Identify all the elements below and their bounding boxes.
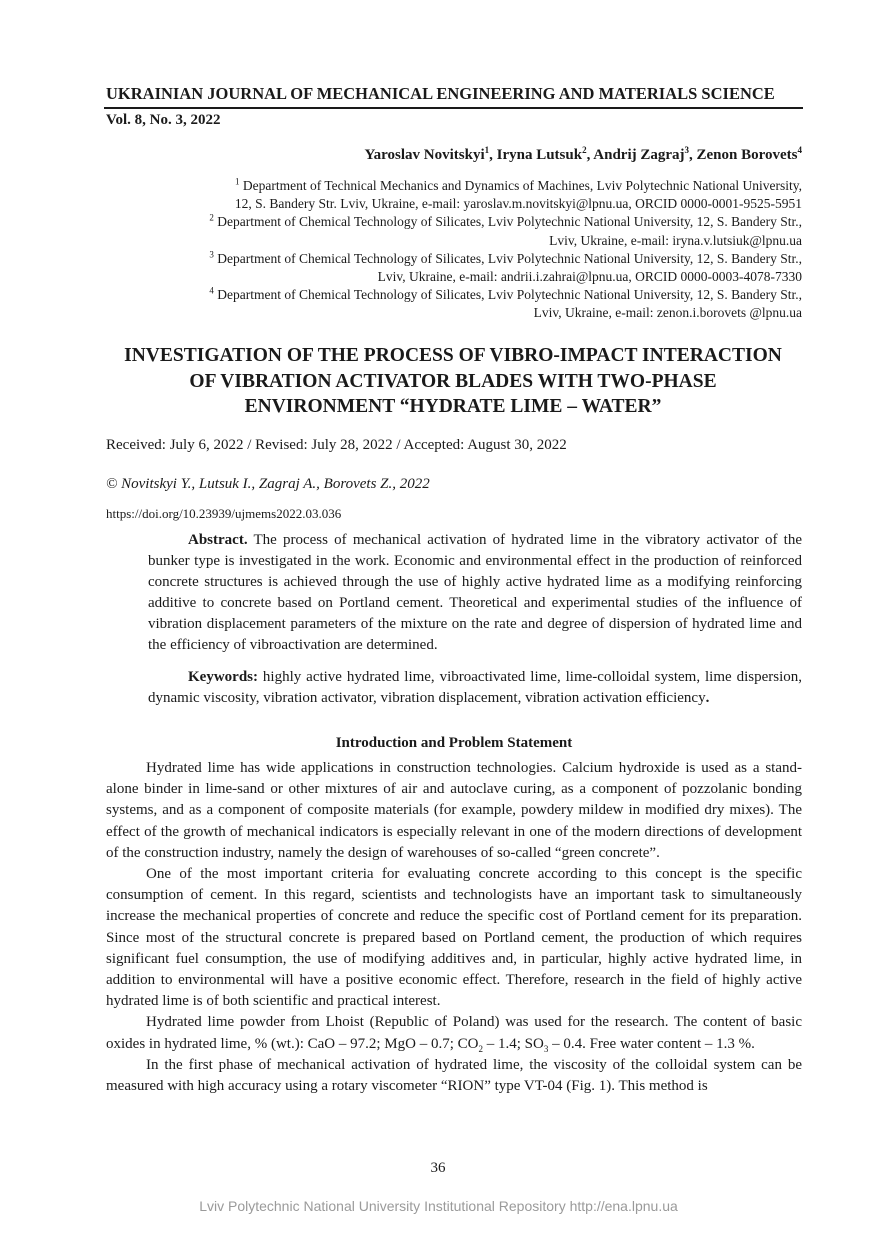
author-sup: 4 bbox=[797, 145, 802, 155]
affiliation-sup: 2 bbox=[209, 212, 214, 223]
page-number: 36 bbox=[430, 1160, 446, 1176]
affiliation-sup: 4 bbox=[209, 285, 214, 296]
title-line: INVESTIGATION OF THE PROCESS OF VIBRO-IMPACT INTERACTION bbox=[124, 345, 782, 366]
paragraph-part: – 0.4. Free water content – 1.3 %. bbox=[548, 1035, 755, 1052]
affiliation bbox=[140, 213, 802, 231]
submission-dates: Received: July 6, 2022 / Revised: July 28, 2022 / Accepted: August 30, 2022 bbox=[106, 437, 567, 453]
affiliation bbox=[140, 232, 802, 250]
paragraph: One of the most important criteria for evaluating concrete according to this concept is the specific consumption of cement. In this regard, scientists and technologists have an important task to simultaneously increase the mechanical properties of concrete and reduce the specific cost of Portland cement for its preparation. Since most of the structural concrete is prepared based on Portland cement, the production of which requires significant fuel consumption, the use of modifying additives and, in particular, highly active hydrated lime, in addition to environmental will have a positive economic effect. Therefore, research in the field of highly active hydrated lime is of both scientific and practical interest. bbox=[106, 866, 802, 1010]
author-name: Andrij Zagraj bbox=[593, 147, 685, 163]
affiliation-line: 12, S. Bandery Str. Lviv, Ukraine, e-mail: yaroslav.m.novitskyi@lpnu.ua, ORCID 0000-0001-9525-5951 bbox=[234, 196, 802, 212]
paragraph bbox=[106, 1012, 802, 1054]
paper-title bbox=[100, 343, 806, 420]
keywords-label: Keywords: bbox=[188, 668, 258, 685]
section-heading: Introduction and Problem Statement bbox=[335, 735, 573, 751]
affiliation-line: Department of Chemical Technology of Silicates, Lviv Polytechnic National University, 12, S. Bandery Str., bbox=[217, 287, 802, 303]
affiliation bbox=[140, 286, 802, 304]
header-rule bbox=[104, 107, 803, 109]
subscript: 2 bbox=[478, 1043, 483, 1054]
paragraph: Hydrated lime has wide applications in construction technologies. Calcium hydroxide is used as a stand-alone binder in lime-sand or other mixtures of air and autoclave curing, as a component of pozzolanic bonding systems, and as a component of composite materials (for example, powdery mildew in modified dry mixes). The effect of the growth of mechanical indicators is especially relevant in one of the modern directions of development of the construction industry, namely the design of warehouses of so-called “green concrete”. bbox=[106, 760, 802, 861]
affiliations bbox=[140, 177, 802, 323]
affiliation bbox=[140, 250, 802, 268]
author-sup: 2 bbox=[582, 145, 587, 155]
title-line: ENVIRONMENT “HYDRATE LIME – WATER” bbox=[244, 396, 662, 417]
author-name: Zenon Borovets bbox=[696, 147, 798, 163]
author-sup: 3 bbox=[684, 145, 690, 155]
affiliation bbox=[140, 195, 802, 213]
volume-info: Vol. 8, No. 3, 2022 bbox=[106, 112, 221, 128]
affiliation-line: Lviv, Ukraine, e-mail: iryna.v.lutsiuk@lpnu.ua bbox=[549, 232, 802, 248]
affiliation-line: Lviv, Ukraine, e-mail: andrii.i.zahrai@lpnu.ua, ORCID 0000-0003-4078-7330 bbox=[377, 269, 802, 285]
keywords bbox=[148, 667, 802, 709]
affiliation-line: Lviv, Ukraine, e-mail: zenon.i.borovets @lpnu.ua bbox=[533, 305, 802, 321]
body-text bbox=[106, 758, 802, 1097]
keywords-end: . bbox=[705, 689, 710, 706]
affiliation-sup: 3 bbox=[209, 249, 214, 260]
subscript: 3 bbox=[543, 1043, 549, 1054]
affiliation-line: Department of Chemical Technology of Silicates, Lviv Polytechnic National University, 12, S. Bandery Str., bbox=[217, 214, 802, 230]
doi-link[interactable]: https://doi.org/10.23939/ujmems2022.03.036 bbox=[106, 506, 342, 521]
title-line: OF VIBRATION ACTIVATOR BLADES WITH TWO-PHASE bbox=[189, 370, 717, 392]
abstract-label: Abstract. bbox=[188, 532, 248, 548]
affiliation-line: Department of Technical Mechanics and Dynamics of Machines, Lviv Polytechnic National University, bbox=[242, 178, 802, 193]
keywords-text: highly active hydrated lime, vibroactivated lime, lime-colloidal system, lime dispersion, dynamic viscosity, vibration activator, vibration displacement, vibration activation efficiency bbox=[148, 668, 802, 706]
paragraph: In the first phase of mechanical activation of hydrated lime, the viscosity of the colloidal system can be measured with high accuracy using a rotary viscometer “RION” type VT-04 (Fig. 1). This method is bbox=[106, 1056, 802, 1095]
abstract-block bbox=[148, 530, 802, 709]
affiliation bbox=[140, 177, 802, 195]
repository-footer[interactable]: Lviv Polytechnic National University Institutional Repository http://ena.lpnu.ua bbox=[199, 1198, 678, 1214]
abstract-text: The process of mechanical activation of hydrated lime in the vibratory activator of the bunker type is investigated in the work. Economic and environmental effect in the production of reinforced concrete structures is achieved through the use of highly active hydrated lime as a modifying reinforcing additive to concrete based on Portland cement. Theoretical and experimental studies of the influence of vibration displacement parameters of the mixture on the rate and degree of dispersion of hydrated lime and the efficiency of vibroactivation are determined. bbox=[148, 532, 802, 654]
abstract bbox=[148, 530, 802, 657]
author-list: Yaroslav Novitskyi$^1$, Iryna Lutsuk$^2$, Andrij Zagraj$^3$, Zenon Borovets$^4$ bbox=[364, 145, 802, 163]
author-name: Yaroslav Novitskyi bbox=[364, 147, 485, 163]
journal-title: UKRAINIAN JOURNAL OF MECHANICAL ENGINEERING AND MATERIALS SCIENCE bbox=[106, 84, 775, 103]
copyright: © Novitskyi Y., Lutsuk I., Zagraj A., Borovets Z., 2022 bbox=[106, 476, 430, 492]
paragraph-part: – 1.4; SO bbox=[482, 1035, 544, 1052]
affiliation-line: Department of Chemical Technology of Silicates, Lviv Polytechnic National University, 12, S. Bandery Str., bbox=[217, 250, 802, 266]
paragraph-part: Hydrated lime powder from Lhoist (Republic of Poland) was used for the research. The content of basic oxides in hydrated lime, % (wt.): CaO – 97.2; MgO – 0.7; CO bbox=[106, 1014, 802, 1052]
author-name: Iryna Lutsuk bbox=[496, 147, 583, 163]
affiliation bbox=[140, 268, 802, 286]
affiliation bbox=[140, 304, 802, 322]
author-sup: 1 bbox=[484, 145, 490, 155]
affiliation-sup: 1 bbox=[234, 176, 240, 187]
